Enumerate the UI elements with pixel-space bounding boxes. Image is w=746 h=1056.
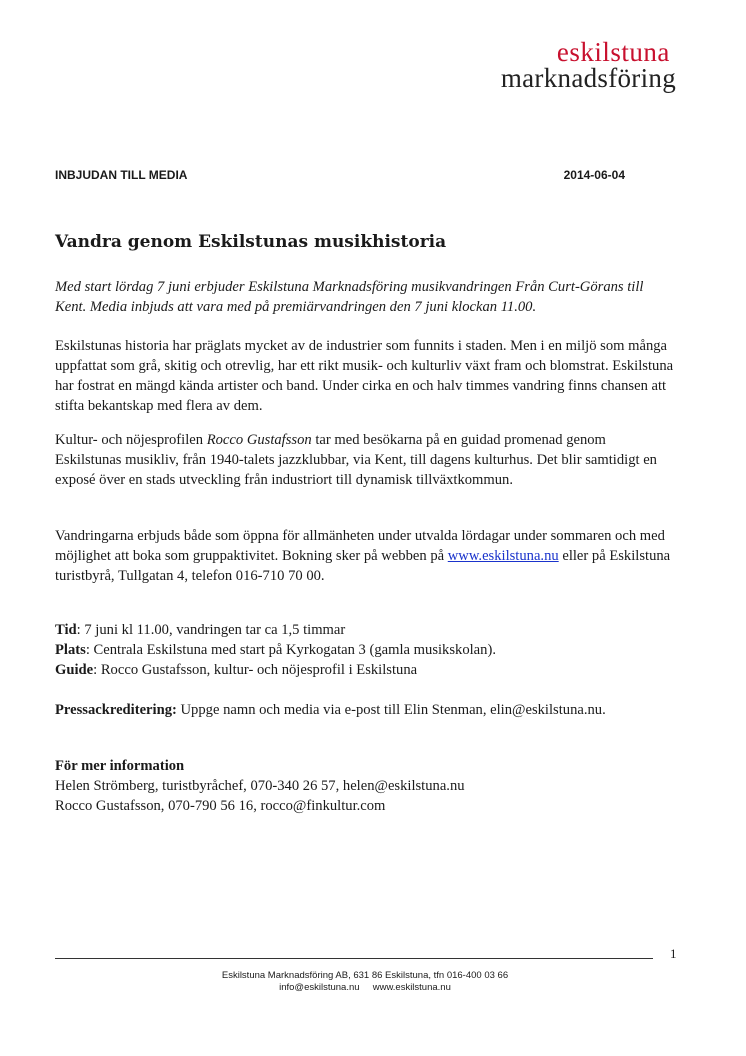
footer-line-company: Eskilstuna Marknadsföring AB, 631 86 Eskilstuna, tfn 016-400 03 66 bbox=[221, 970, 509, 981]
logo-line-marknadsforing: marknadsföring bbox=[500, 63, 676, 93]
more-info-heading: För mer information bbox=[55, 758, 185, 774]
body-paragraph-history: Eskilstunas historia har präglats mycket av de industrier som funnits i staden. Men i en miljö som många uppfattat som grå, skitig och otrevlig, har ett rikt musik- och kulturliv växt fram och blomstrat. Eskilstuna har fostrat en mängd kända artister och band. Under cirka en och halv timmes vandring finns chansen att stifta bekantskap med flera av dem. bbox=[55, 338, 674, 414]
footer-address bbox=[0, 970, 730, 994]
place-label: Plats bbox=[55, 642, 86, 658]
paragraph-text: Vandringarna erbjuds både som öppna för allmänheten under utvalda lördagar under sommaren och med möjlighet att boka som gruppaktivitet. Bokning sker på webben på bbox=[55, 528, 665, 564]
document-type-label: INBJUDAN TILL MEDIA bbox=[55, 168, 188, 182]
company-logo bbox=[500, 37, 676, 93]
document-date: 2014-06-04 bbox=[563, 168, 625, 182]
logo-line-eskilstuna: eskilstuna bbox=[556, 37, 670, 67]
body-paragraph-guide bbox=[55, 430, 675, 490]
guide-value: : Rocco Gustafsson, kultur- och nöjesprofil i Eskilstuna bbox=[93, 662, 418, 678]
guide-label: Guide bbox=[55, 662, 94, 678]
footer-line-contact: info@eskilstuna.nu www.eskilstuna.nu bbox=[279, 982, 451, 993]
paragraph-text: eller på Eskilstuna turistbyrå, Tullgatan 4, telefon 016-710 70 00. bbox=[55, 548, 671, 584]
time-value: : 7 juni kl 11.00, vandringen tar ca 1,5 timmar bbox=[76, 622, 346, 638]
press-accreditation bbox=[55, 700, 675, 720]
more-information bbox=[55, 756, 675, 816]
paragraph-text: Kultur- och nöjesprofilen bbox=[55, 432, 207, 448]
guide-name: Rocco Gustafsson bbox=[206, 432, 312, 448]
page-title: Vandra genom Eskilstunas musikhistoria bbox=[55, 232, 447, 252]
page-number: 1 bbox=[670, 946, 677, 961]
website-link[interactable]: www.eskilstuna.nu bbox=[447, 548, 559, 564]
paragraph-text: tar med besökarna på en guidad promenad genom Eskilstunas musikliv, från 1940-talets jazzklubbar, via Kent, till dagens kulturhus. Det blir samtidigt en exposé över en stads utveckling från industriort till dynamisk tillväxtkommun. bbox=[55, 432, 657, 488]
accreditation-label: Pressackreditering: bbox=[55, 702, 177, 718]
accreditation-text: Uppge namn och media via e-post till Elin Stenman, elin@eskilstuna.nu. bbox=[176, 702, 606, 718]
footer-divider bbox=[55, 958, 653, 959]
body-paragraph-booking bbox=[55, 526, 675, 586]
lead-paragraph: Med start lördag 7 juni erbjuder Eskilstuna Marknadsföring musikvandringen Från Curt-Görans till Kent. Media inbjuds att vara med på premiärvandringen den 7 juni klockan 11.00. bbox=[55, 279, 644, 315]
time-label: Tid bbox=[55, 622, 77, 638]
contact-line: Rocco Gustafsson, 070-790 56 16, rocco@finkultur.com bbox=[55, 798, 386, 814]
contact-line: Helen Strömberg, turistbyråchef, 070-340 26 57, helen@eskilstuna.nu bbox=[55, 778, 465, 794]
event-details bbox=[55, 620, 675, 680]
place-value: : Centrala Eskilstuna med start på Kyrkogatan 3 (gamla musikskolan). bbox=[85, 642, 496, 658]
